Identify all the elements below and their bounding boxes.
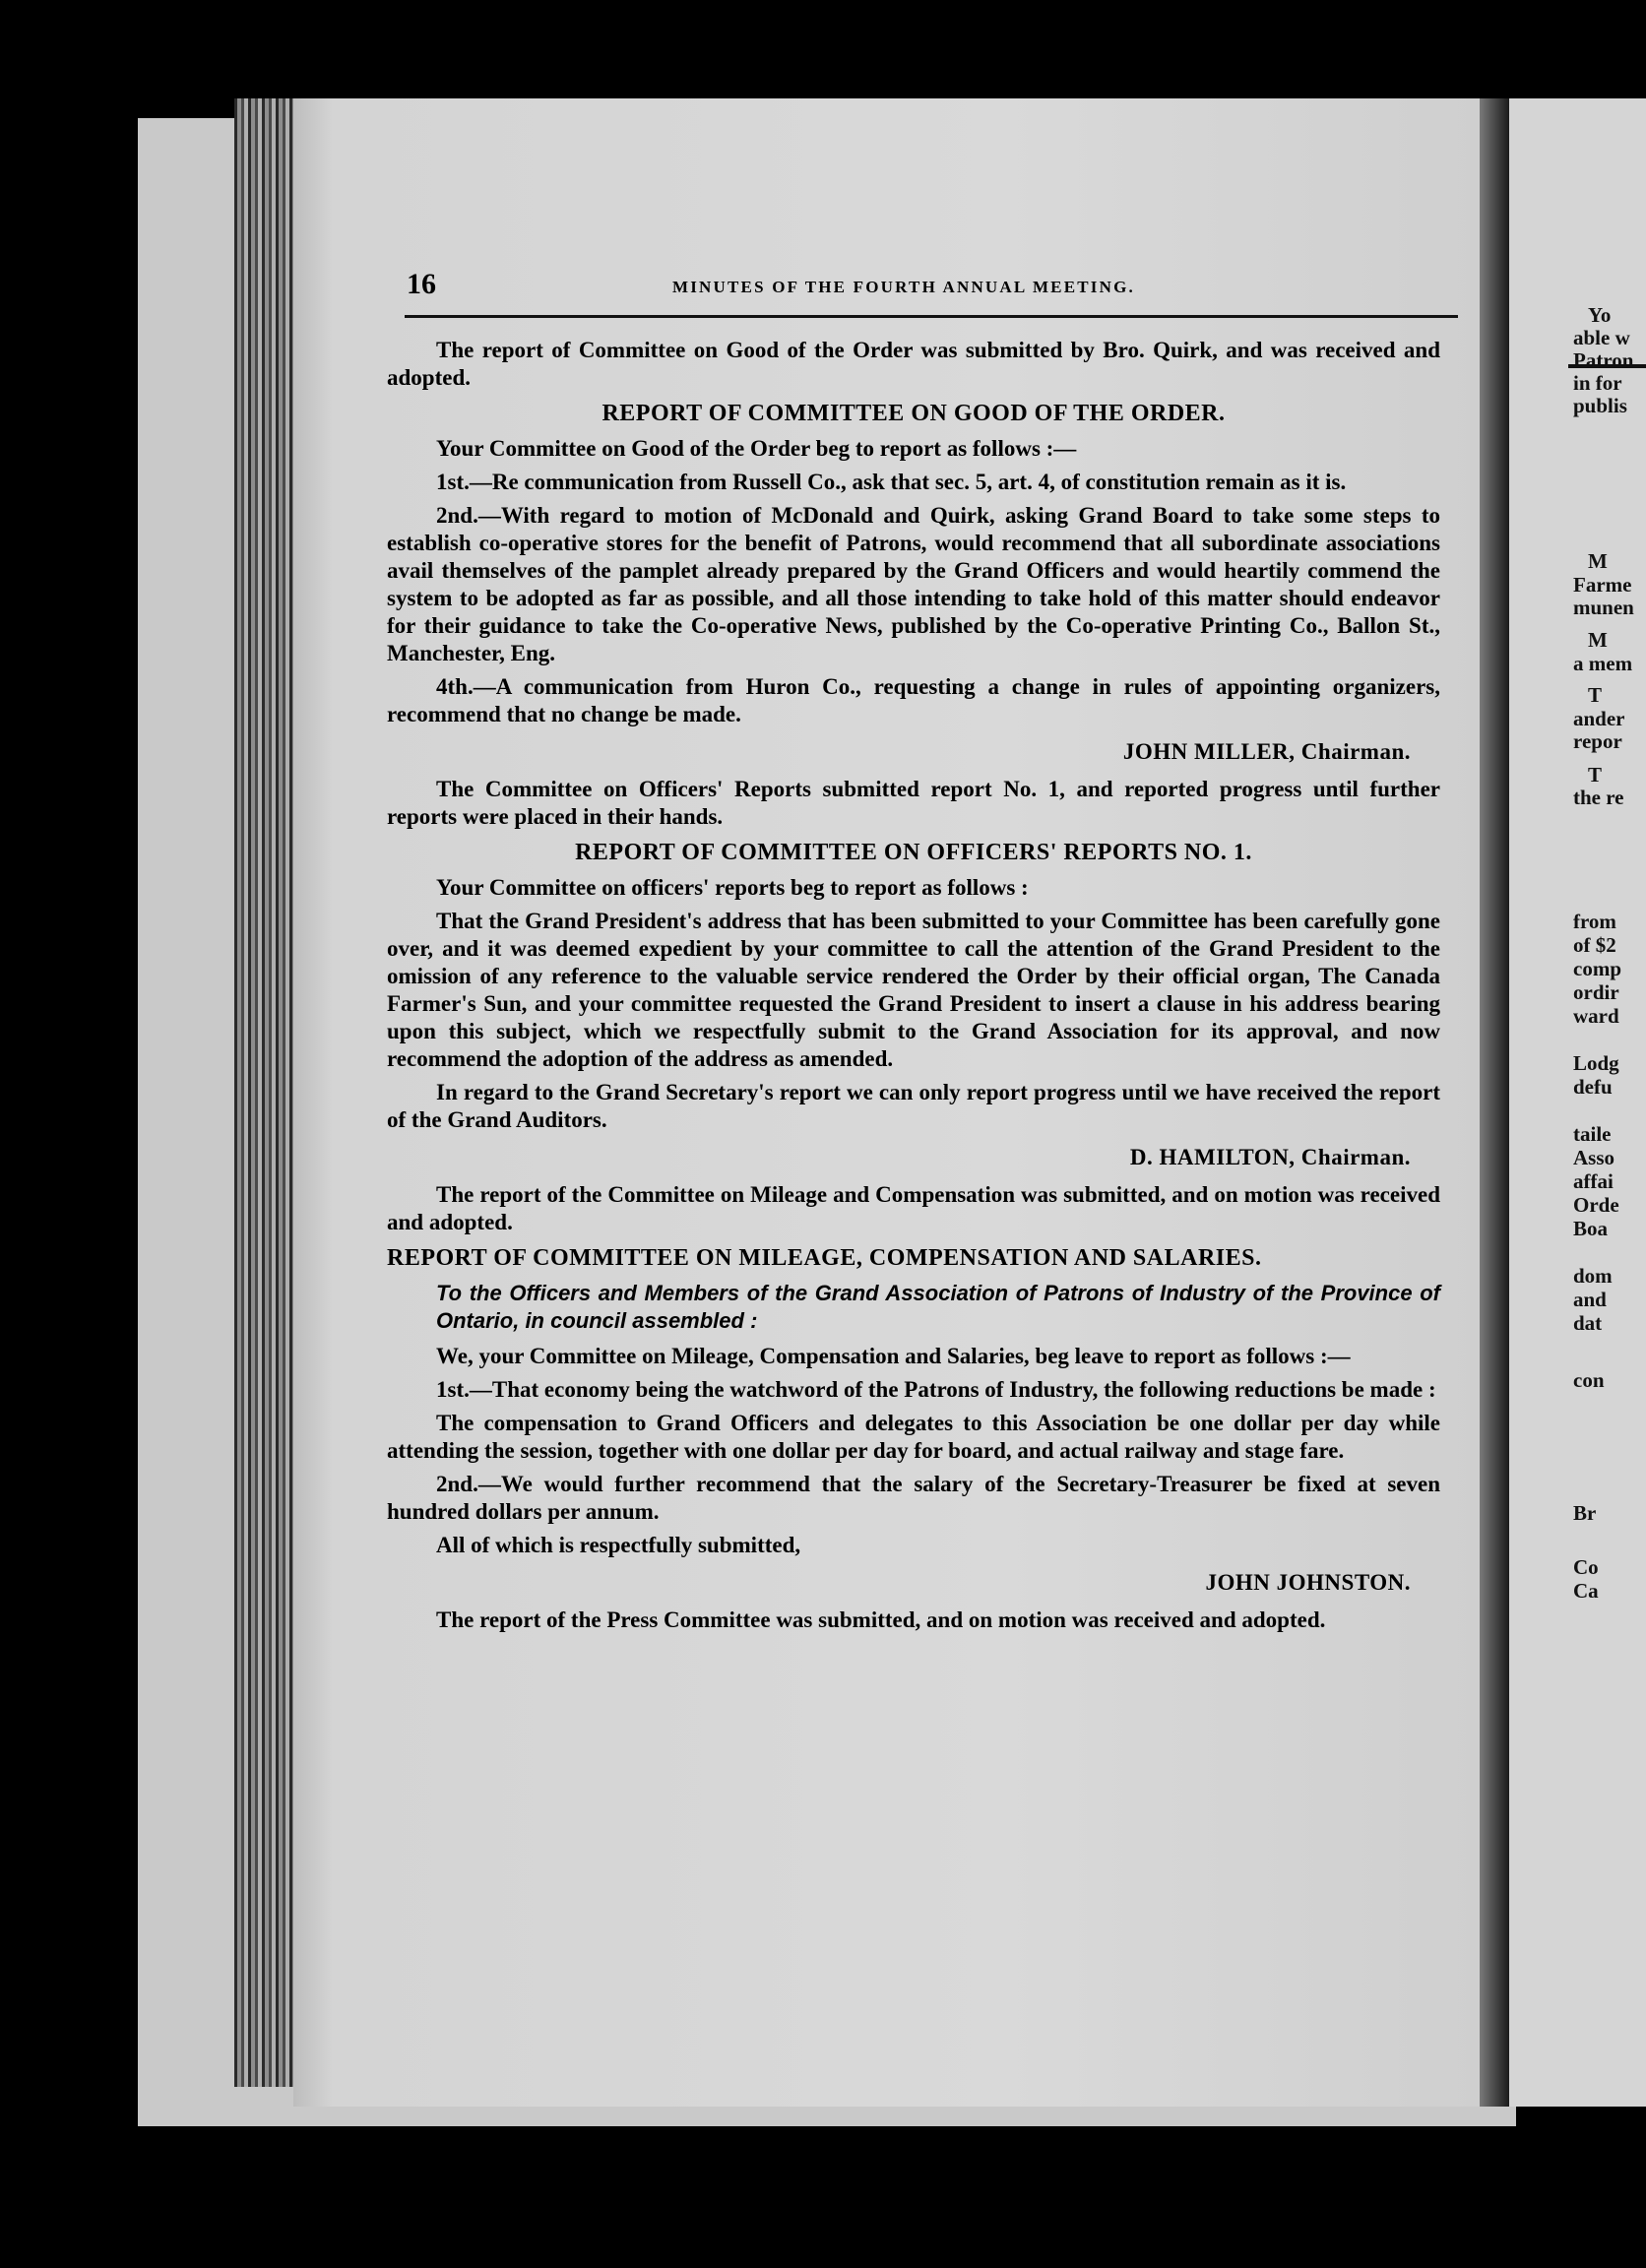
adjacent-text: taile bbox=[1573, 1122, 1612, 1146]
adjacent-text: repor bbox=[1573, 729, 1622, 753]
signature: D. HAMILTON, Chairman. bbox=[1129, 1145, 1411, 1169]
running-title: MINUTES OF THE FOURTH ANNUAL MEETING. bbox=[672, 278, 1135, 296]
adjacent-text: comp bbox=[1573, 957, 1621, 980]
adjacent-text: munen bbox=[1573, 596, 1634, 619]
adjacent-text: dom bbox=[1573, 1264, 1613, 1288]
paragraph: 1st.—Re communication from Russell Co., ask that sec. 5, art. 4, of constitution remain as it is. bbox=[436, 470, 1347, 494]
adjacent-text: ordir bbox=[1573, 980, 1619, 1004]
page-content bbox=[293, 98, 1480, 2107]
signature: JOHN JOHNSTON. bbox=[1205, 1570, 1411, 1595]
paragraph: All of which is respectfully submitted, bbox=[436, 1533, 801, 1557]
adjacent-text: Ca bbox=[1573, 1579, 1599, 1603]
page-number: 16 bbox=[407, 268, 436, 300]
paragraph: 4th.—A communication from Huron Co., requesting a change in rules of appointing organizers, recommend that no change be made. bbox=[387, 674, 1440, 726]
section-heading: REPORT OF COMMITTEE ON OFFICERS' REPORTS NO. 1. bbox=[575, 840, 1252, 865]
body-text bbox=[387, 337, 1440, 1640]
running-head bbox=[407, 268, 1450, 307]
paragraph: Your Committee on Good of the Order beg to report as follows :— bbox=[436, 436, 1077, 461]
adjacent-text: T bbox=[1588, 763, 1603, 787]
paragraph: In regard to the Grand Secretary's report we can only report progress until we have received the report of the Grand Auditors. bbox=[387, 1080, 1440, 1132]
adjacent-text: the re bbox=[1573, 786, 1624, 809]
book-page-edges bbox=[234, 98, 293, 2087]
adjacent-text: Yo bbox=[1588, 303, 1612, 327]
adjacent-text: of $2 bbox=[1573, 933, 1616, 957]
header-rule bbox=[405, 315, 1458, 318]
book-gutter bbox=[1480, 98, 1509, 2107]
paragraph: We, your Committee on Mileage, Compensation and Salaries, beg leave to report as follows :— bbox=[436, 1344, 1351, 1368]
adjacent-page-fragment bbox=[1509, 98, 1646, 2107]
adjacent-text: dat bbox=[1573, 1311, 1603, 1335]
adjacent-text: affai bbox=[1573, 1169, 1614, 1193]
adjacent-text: publis bbox=[1573, 394, 1627, 417]
adjacent-text: T bbox=[1588, 683, 1603, 707]
adjacent-text: Lodg bbox=[1573, 1051, 1619, 1075]
adjacent-text: a mem bbox=[1573, 652, 1633, 675]
paragraph: That the Grand President's address that has been submitted to your Committee has been carefully gone over, and it was deemed expedient by your committee to call the attention of the Grand President to the omission of any reference to the valuable service rendered the Order by their official organ, The Canada Farmer's Sun, and your committee requested the Grand President to insert a clause in his address bearing upon this subject, which we respectfully submit to the Grand Association for its approval, and now recommend the adoption of the address as amended. bbox=[387, 909, 1440, 1071]
paragraph: Your Committee on officers' reports beg to report as follows : bbox=[436, 875, 1029, 900]
section-heading: REPORT OF COMMITTEE ON GOOD OF THE ORDER. bbox=[601, 401, 1226, 426]
adjacent-text: from bbox=[1573, 910, 1616, 933]
address-line: To the Officers and Members of the Grand Association of Patrons of Industry of the Province of Ontario, in council assembled : bbox=[436, 1281, 1440, 1333]
adjacent-text: and bbox=[1573, 1288, 1607, 1311]
paragraph: The compensation to Grand Officers and delegates to this Association be one dollar per day while attending the session, together with one dollar per day for board, and actual railway and stage fare. bbox=[387, 1411, 1440, 1463]
adjacent-text: able w bbox=[1573, 326, 1630, 349]
adjacent-text: ward bbox=[1573, 1004, 1619, 1028]
adjacent-text: Br bbox=[1573, 1501, 1597, 1525]
signature: JOHN MILLER, Chairman. bbox=[1122, 739, 1411, 764]
adjacent-text: Farme bbox=[1573, 573, 1632, 597]
adjacent-text: Boa bbox=[1573, 1217, 1609, 1240]
paragraph: The Committee on Officers' Reports submitted report No. 1, and reported progress until further reports were placed in their hands. bbox=[387, 777, 1440, 829]
paragraph: 2nd.—With regard to motion of McDonald and Quirk, asking Grand Board to take some steps to establish co-operative stores for the benefit of Patrons, would recommend that all subordinate associations avail themselves of the pamplet already prepared by the Grand Officers and would heartily commend the system to be adopted as far as possible, and all those intending to take hold of this matter should endeavor for their guidance to take the Co-operative News, published by the Co-operative Printing Co., Ballon St., Manchester, Eng. bbox=[387, 503, 1440, 665]
section-heading: REPORT OF COMMITTEE ON MILEAGE, COMPENSATION AND SALARIES. bbox=[387, 1245, 1262, 1271]
paragraph: The report of the Committee on Mileage and Compensation was submitted, and on motion was received and adopted. bbox=[387, 1182, 1440, 1234]
adjacent-text: con bbox=[1573, 1368, 1605, 1392]
paragraph: 1st.—That economy being the watchword of the Patrons of Industry, the following reductions be made : bbox=[436, 1377, 1436, 1402]
adjacent-text: defu bbox=[1573, 1075, 1613, 1099]
adjacent-text: Asso bbox=[1573, 1146, 1615, 1169]
adjacent-text: in for bbox=[1573, 371, 1622, 395]
paragraph: 2nd.—We would further recommend that the salary of the Secretary-Treasurer be fixed at seven hundred dollars per annum. bbox=[387, 1472, 1440, 1524]
adjacent-text: Patron bbox=[1573, 348, 1634, 372]
adjacent-text: M bbox=[1588, 628, 1608, 652]
paragraph: The report of Committee on Good of the Order was submitted by Bro. Quirk, and was received and adopted. bbox=[387, 338, 1440, 390]
adjacent-text: Orde bbox=[1573, 1193, 1619, 1217]
adjacent-text: ander bbox=[1573, 707, 1625, 730]
adjacent-text: Co bbox=[1573, 1555, 1599, 1579]
adjacent-text: M bbox=[1588, 549, 1608, 573]
paragraph: The report of the Press Committee was submitted, and on motion was received and adopted. bbox=[436, 1607, 1326, 1632]
